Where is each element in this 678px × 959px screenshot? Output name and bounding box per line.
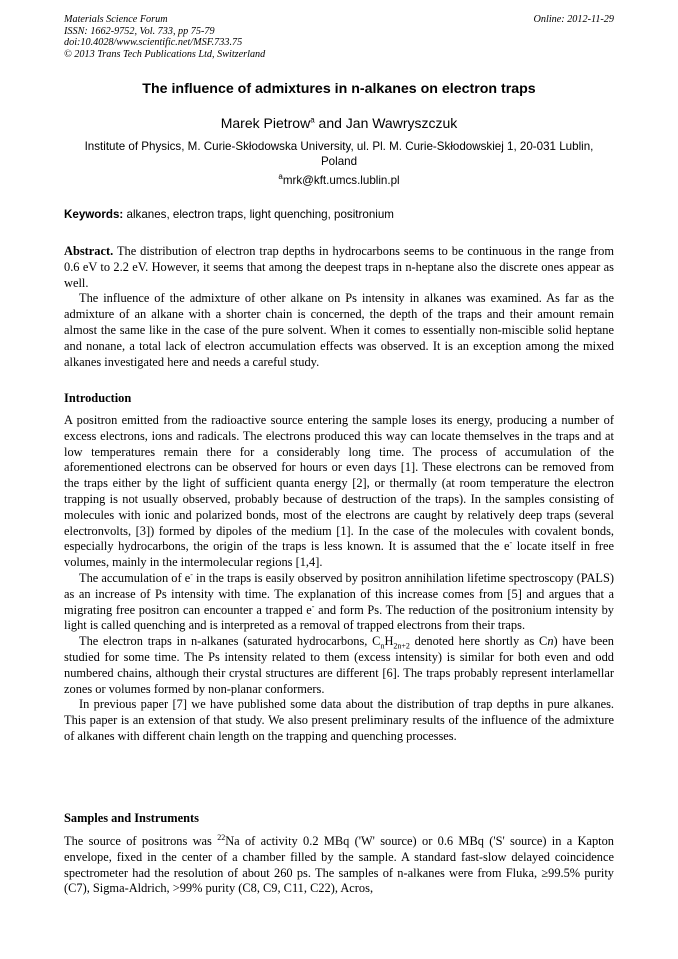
intro-p3-italic-n: n: [547, 634, 554, 649]
section-heading-introduction: Introduction: [64, 391, 132, 405]
abstract-p2: The influence of the admixture of other alkane on Ps intensity in alkanes was examined. As far as the admixture of an alkane with a shorter chain is concerned, the depth of the traps and their amount remain almost the same like in the case of the pure solvent. When it comes to essentially non-miscible solid heptane and nonane, a total lack of electron accumulation effects was observed. It is an exception among the mixed alkanes investigated here and needs a careful study.: [64, 291, 614, 369]
intro-p3-text-c: denoted here shortly as C: [409, 634, 548, 649]
email-mark: a: [278, 172, 283, 182]
samples-p1-sup: 22: [217, 832, 226, 842]
email-address[interactable]: mrk@kft.umcs.lublin.pl: [282, 174, 400, 187]
issn-line: ISSN: 1662-9752, Vol. 733, pp 75-79: [64, 25, 215, 37]
abstract-label: Abstract.: [64, 244, 114, 258]
affiliation: Institute of Physics, M. Curie-Skłodowska University, ul. Pl. M. Curie-Skłodowskiej 1, 20-031 Lublin, Poland: [84, 140, 594, 168]
introduction-body: [64, 413, 614, 745]
journal-name: Materials Science Forum: [64, 14, 168, 25]
intro-p3-text-d: ) have been studied for some time. The Ps intensity related to them (excess intensity) is similar for both even and odd numbered chains, although their crystal structures are different [6]. The traps probably represent interlamellar zones or volumes formed by non-planar conformers.: [64, 634, 614, 696]
intro-p2: [64, 571, 614, 634]
samples-p1-text-b: Na of activity 0.2 MBq ('W' source) or 0.6 MBq ('S' source) in a Kapton envelope, fixed in the center of a chamber filled by the sample. A standard fast-slow delayed coincidence spectrometer had the resolution of about 260 ps. The samples of n-alkanes were from Fluka, ≥99.5% purity (C7), Sigma-Aldrich, >99% purity (C8, C9, C11, C22), Acros,: [64, 834, 615, 896]
abstract-p1: [64, 244, 614, 291]
intro-p1: [64, 413, 614, 571]
intro-p3-text-a: The electron traps in n-alkanes (saturated hydrocarbons, C: [79, 634, 381, 649]
copyright-line: © 2013 Trans Tech Publications Ltd, Switzerland: [64, 48, 266, 60]
intro-p3-sub1: n: [380, 641, 385, 651]
intro-p3-text-b: H: [384, 634, 394, 649]
intro-p3-sub2: 2n+2: [393, 641, 410, 651]
paper-title: The influence of admixtures in n-alkanes on electron traps: [142, 81, 536, 97]
intro-p4: In previous paper [7] we have published some data about the distribution of trap depths in pure alkanes. This paper is an extension of that study. We also present preliminary results of the influence of the admixture of alkanes with different chain length on the trapping and quenching processes.: [64, 697, 614, 743]
email-line: [0, 174, 678, 187]
abstract-p1-text: The distribution of electron trap depths in hydrocarbons seems to be continuous in the range from 0.6 eV to 2.2 eV. However, it seems that among the deepest traps in n-heptane also the discrete ones appear as well.: [64, 244, 614, 290]
author-line: [0, 115, 678, 131]
keywords-text: alkanes, electron traps, light quenching, positronium: [123, 208, 394, 221]
samples-body: [64, 834, 614, 897]
intro-p2-sup2: -: [311, 601, 315, 611]
intro-p2-sup1: -: [190, 569, 193, 579]
keywords-label: Keywords:: [64, 208, 124, 221]
section-heading-samples: Samples and Instruments: [64, 811, 199, 825]
intro-p2-text-b: in the traps is easily observed by positron annihilation lifetime spectroscopy (PALS) as an increase of Ps intensity with time. The explanation of this increase comes from [5] and argues that a migrating free positron can encounter a trapped e: [64, 570, 614, 617]
author-1: Marek Pietrow: [220, 115, 311, 131]
online-date: Online: 2012-11-29: [533, 14, 614, 25]
samples-p1: [64, 834, 614, 897]
intro-p2-text-c: and form Ps. The reduction of the positronium intensity by light is called quenching and is interpreted as a removal of trapped electrons from their traps.: [64, 602, 614, 633]
author-1-affil-mark: a: [310, 115, 315, 125]
journal-header: [64, 14, 265, 60]
keywords: [64, 208, 616, 221]
intro-p1-text-b: locate itself in free volumes, mainly in the intermolecular regions [1,4].: [64, 539, 614, 570]
intro-p1-text-a: A positron emitted from the radioactive source entering the sample loses its energy, producing a number of excess electrons, ions and radicals. The electrons produced this way can locate themselves in the traps and at low temperatures remain there for a considerably long time. The process of accumulation of the aforementioned electrons can be observed for hours or even days [1]. These electrons can be removed from the traps either by the light of sufficient quanta energy [2], or thermally (at room temperature the electron trapping is not usually observed, probably because of destruction of the traps). In the samples consisting of molecules with ionic and polarized bonds, most of the electrons are caught by relatively deep traps (several electronvolts, [3]) formed by dipoles of the medium [1]. In the case of the molecules with covalent bonds, especially hydrocarbons, the origin of the traps is less known. It is assumed that the e: [64, 413, 614, 554]
doi-line[interactable]: doi:10.4028/www.scientific.net/MSF.733.75: [64, 37, 243, 48]
samples-p1-text-a: The source of positrons was: [64, 834, 218, 848]
intro-p1-sup: -: [509, 538, 513, 548]
author-2: and Jan Wawryszczuk: [314, 115, 458, 131]
intro-p2-text-a: The accumulation of e: [79, 570, 191, 585]
abstract: [64, 244, 614, 370]
intro-p3: [64, 634, 614, 697]
